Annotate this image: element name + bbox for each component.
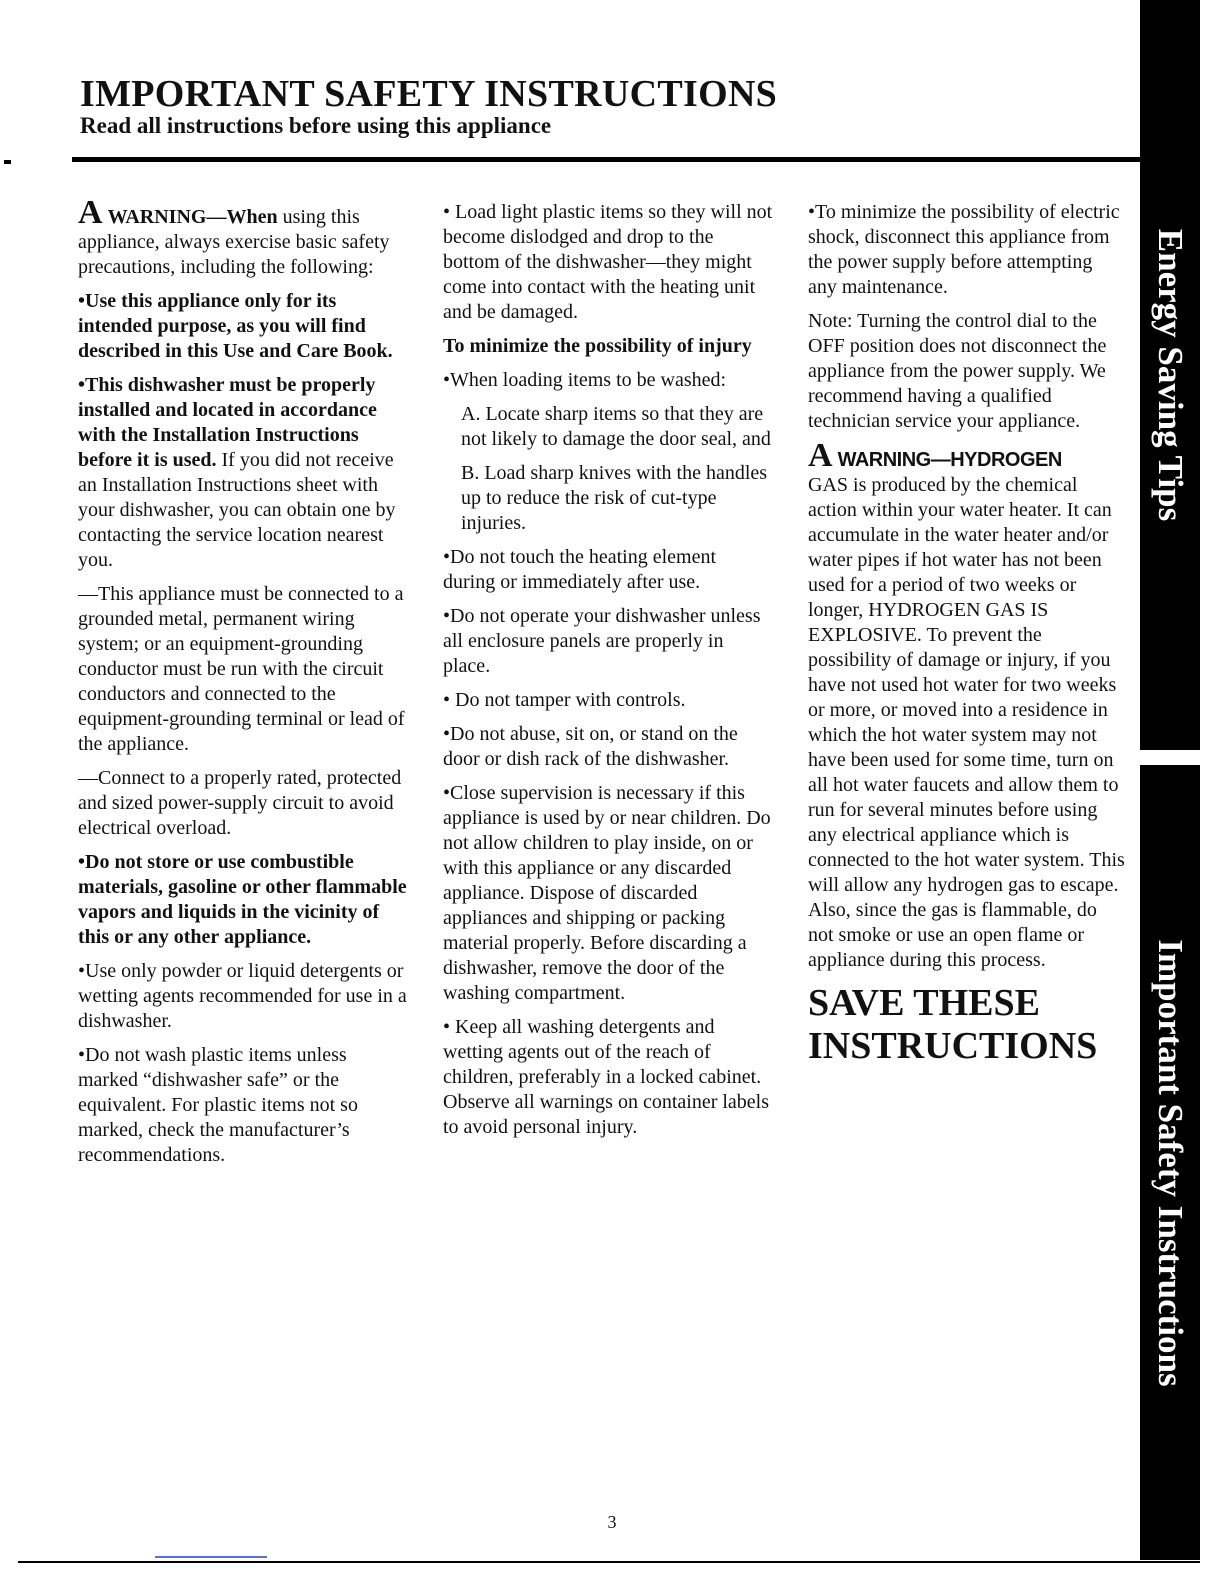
abuse-item: •Do not abuse, sit on, or stand on the door or dish rack of the dishwasher.	[443, 723, 738, 770]
plastic-item: •Do not wash plastic items unless marked “dishwasher safe” or the equivalent. For plastic items not so marked, check the manufacturer’s recommendations.	[78, 1044, 358, 1166]
footer-link-mark	[155, 1556, 267, 1558]
children-item: •Close supervision is necessary if this appliance is used by or near children. Do not allow children to play inside, on or with this appliance or any discarded appliance. Dispose of discarded appliances and shipping or packing material properly. Before discarding a dishwasher, remove the door of the washing compartment.	[443, 782, 771, 1004]
intended-use-item: •Use this appliance only for its intended purpose, as you will find described in this Use and Care Book.	[78, 290, 393, 362]
loading-item: •When loading items to be washed:	[443, 369, 727, 391]
warning-text: using this appliance, always exercise basic safety precautions, including the following:	[78, 206, 390, 278]
electric-shock-item: •To minimize the possibility of electric shock, disconnect this appliance from the power supply before attempting any maintenance.	[808, 201, 1120, 298]
power-supply-item: —Connect to a properly rated, protected and sized power-supply circuit to avoid electrical overload.	[78, 767, 402, 839]
tab-important-safety-instructions[interactable]	[1140, 765, 1200, 1560]
grounding-item: —This appliance must be connected to a grounded metal, permanent wiring system; or an equipment-grounding conductor must be run with the circuit conductors and connected to the equipment-grounding terminal or lead of the appliance.	[78, 583, 405, 755]
installation-item-text: If you did not receive an Installation Instructions sheet with your dishwasher, you can obtain one by contacting the service location nearest you.	[78, 449, 396, 571]
detergent-item: •Use only powder or liquid detergents or wetting agents recommended for use in a dishwasher.	[78, 960, 407, 1032]
heating-element-item: •Do not touch the heating element during or immediately after use.	[443, 546, 717, 593]
hydrogen-warning	[808, 437, 1126, 973]
tamper-item: • Do not tamper with controls.	[443, 689, 686, 711]
warning-heading: WARNING—When	[107, 206, 278, 228]
column-2	[443, 200, 773, 1149]
margin-mark	[4, 160, 11, 164]
warning-a-icon: A	[78, 194, 103, 231]
flammable-item: •Do not store or use combustible materials, gasoline or other flammable vapors and liquids in the vicinity of this or any other appliance.	[78, 851, 407, 948]
installation-item-bold: •This dishwasher must be properly installed and located in accordance with the Installation Instructions before it is used.	[78, 374, 377, 471]
detergent-storage-item: • Keep all washing detergents and wetting agents out of the reach of children, preferably in a locked cabinet. Observe all warnings on container labels to avoid personal injury.	[443, 1016, 770, 1138]
column-3	[808, 200, 1126, 1077]
footer-rule	[18, 1561, 1200, 1563]
general-warning	[78, 194, 408, 280]
column-1	[78, 194, 408, 1177]
warning-a-icon: A	[808, 437, 833, 474]
hydrogen-warning-text: GAS is produced by the chemical action within your water heater. It can accumulate in the water heater and/or water pipes if hot water has not been used for a period of two weeks or longer, HYDROGEN GAS IS EXPLOSIVE. To prevent the possibility of damage or injury, if you have not used hot water for two weeks or more, or moved into a residence in which the hot water system may not have been used for some time, turn on all hot water faucets and allow them to run for several minutes before using any electrical appliance which is connected to the hot water system. This will allow any hydrogen gas to escape. Also, since the gas is flammable, do not smoke or use an open flame or appliance during this process.	[808, 474, 1125, 971]
tab-energy-saving-tips-label: Energy Saving Tips	[1151, 228, 1190, 522]
page-title: IMPORTANT SAFETY INSTRUCTIONS	[80, 73, 778, 115]
save-instructions-heading: SAVE THESE INSTRUCTIONS	[808, 982, 1098, 1067]
tab-important-safety-instructions-label: Important Safety Instructions	[1151, 938, 1190, 1387]
note-item: Note: Turning the control dial to the OFF position does not disconnect the appliance from the power supply. We recommend having a qualified technician service your appliance.	[808, 310, 1107, 432]
header-rule	[72, 157, 1140, 162]
hydrogen-warning-heading: WARNING—HYDROGEN	[837, 449, 1062, 471]
tab-energy-saving-tips[interactable]	[1140, 0, 1200, 750]
page-number: 3	[607, 1512, 617, 1532]
injury-heading: To minimize the possibility of injury	[443, 335, 752, 357]
page-subtitle: Read all instructions before using this appliance	[80, 113, 552, 138]
loading-subitem-a: A. Locate sharp items so that they are not likely to damage the door seal, and	[461, 403, 771, 450]
installation-item	[78, 373, 408, 573]
enclosure-item: •Do not operate your dishwasher unless all enclosure panels are properly in place.	[443, 605, 761, 677]
loading-subitem-b: B. Load sharp knives with the handles up to reduce the risk of cut-type injuries.	[461, 462, 768, 534]
light-plastic-item: • Load light plastic items so they will not become dislodged and drop to the bottom of the dishwasher—they might come into contact with the heating unit and be damaged.	[443, 201, 773, 323]
